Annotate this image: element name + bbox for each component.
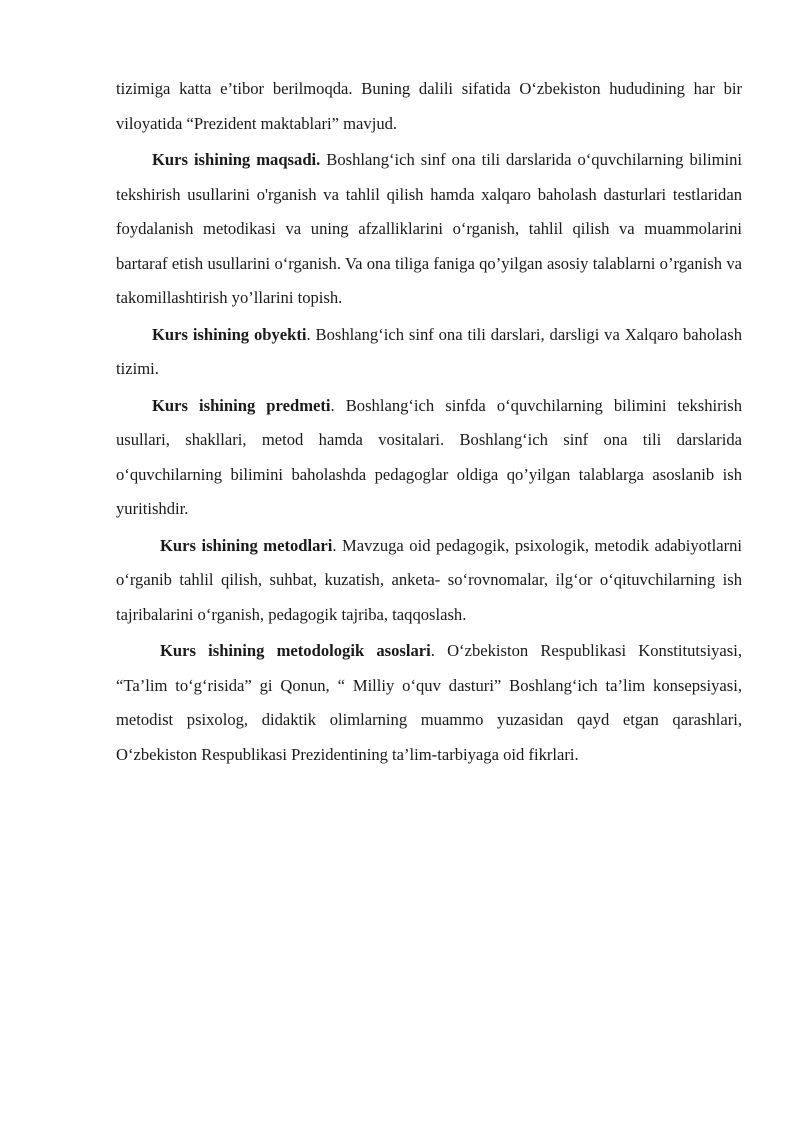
methods-heading: Kurs ishining metodlari bbox=[160, 535, 333, 555]
methodology-heading: Kurs ishining metodologik asoslari bbox=[160, 641, 431, 660]
object-text: . Boshlang‘ich sinf ona tili darslari, darsligi va Xalqaro baholash tizimi. bbox=[116, 324, 742, 378]
aim-heading: Kurs ishining maqsadi. bbox=[152, 150, 321, 169]
intro-text: tizimiga katta e’tibor berilmoqda. Buning dalili sifatida O‘zbekiston hududining har bir viloyatida “Prezident maktablari” mavjud. bbox=[116, 79, 742, 133]
aim-text: Boshlang‘ich sinf ona tili darslarida o‘quvchilarning bilimini tekshirish usullarini o'rganish va tahlil qilish hamda xalqaro baholash dasturlari testlaridan foydalanish metodikasi va uning afzalliklarini o‘rganish, tahlil qilish va muammolarini bartaraf etish usullarini o‘rganish. Va ona tiliga faniga qo’yilgan asosiy talablarni o’rganish va takomillashtirish yo’llarini topish. bbox=[116, 150, 742, 307]
subject-paragraph bbox=[116, 389, 742, 527]
object-paragraph bbox=[116, 318, 742, 387]
methods-paragraph bbox=[116, 529, 742, 633]
aim-paragraph bbox=[116, 143, 742, 316]
methodology-text: . O‘zbekiston Respublikasi Konstitutsiyasi, “Ta’lim to‘g‘risida” gi Qonun, “ Milliy o‘quv dasturi” Boshlang‘ich ta’lim konsepsiyasi, metodist psixolog, didaktik olimlarning muammo yuzasidan qayd etgan qarashlari, O‘zbekiston Respublikasi Prezidentining ta’lim-tarbiyaga oid fikrlari. bbox=[116, 641, 742, 764]
document-page bbox=[116, 72, 742, 772]
methods-text: . Mavzuga oid pedagogik, psixologik, metodik adabiyotlarni o‘rganib tahlil qilish, suhbat, kuzatish, anketa- so‘rovnomalar, ilg‘or o‘qituvchilarning ish tajribalarini o‘rganish, pedagogik tajriba, taqqoslash. bbox=[116, 535, 742, 624]
subject-text: . Boshlang‘ich sinfda o‘quvchilarning bilimini tekshirish usullari, shakllari, metod hamda vositalari. Boshlang‘ich sinf ona tili darslarida o‘quvchilarning bilimini baholashda pedagoglar oldiga qo’yilgan talablarga asoslanib ish yuritishdir. bbox=[116, 395, 742, 518]
subject-heading: Kurs ishining predmeti bbox=[152, 395, 331, 415]
intro-paragraph bbox=[116, 72, 742, 141]
object-heading: Kurs ishining obyekti bbox=[152, 324, 307, 344]
methodology-paragraph bbox=[116, 634, 742, 772]
